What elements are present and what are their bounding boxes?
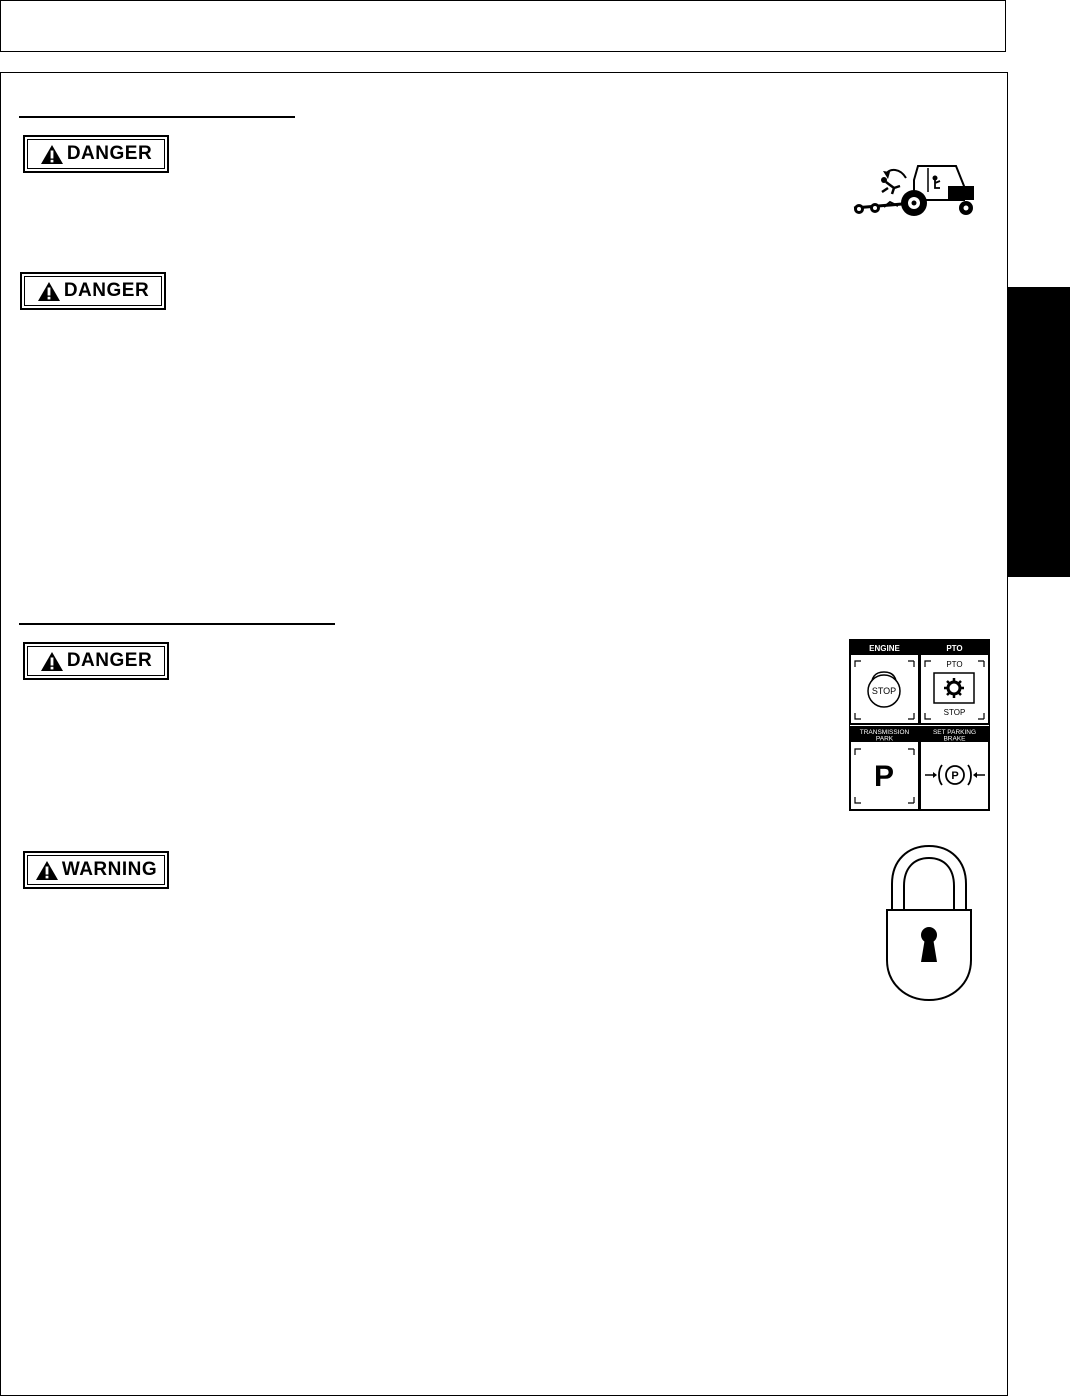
pto-header: PTO: [946, 644, 963, 653]
pto-top-label: PTO: [946, 660, 963, 669]
parking-brake-letter: P: [951, 770, 959, 782]
shutdown-controls-decal: [849, 639, 990, 811]
warning-triangle-icon: [35, 860, 59, 881]
warning-triangle-icon: [40, 144, 64, 165]
padlock-icon: [884, 842, 974, 1002]
engine-header: ENGINE: [869, 644, 900, 653]
danger-label-3: [23, 642, 169, 680]
warning-label-1-text: WARNING: [61, 859, 158, 880]
section-heading-rule-2: [19, 623, 335, 625]
danger-label-2: [20, 272, 166, 310]
warning-triangle-icon: [40, 651, 64, 672]
pto-stop-label: STOP: [943, 708, 966, 717]
section-thumb-tab: [1008, 287, 1070, 577]
danger-label-3-text: DANGER: [66, 650, 153, 671]
danger-label-1-text: DANGER: [66, 143, 153, 164]
tractor-rollover-icon: [848, 160, 980, 220]
warning-label-1: [23, 851, 169, 889]
parking-header-line2: BRAKE: [943, 735, 966, 743]
engine-stop-label: STOP: [871, 686, 897, 696]
danger-label-1: [23, 135, 169, 173]
transmission-header-line2: PARK: [875, 735, 894, 743]
page-header-box: [0, 0, 1006, 52]
transmission-park-letter: P: [873, 760, 895, 793]
section-heading-rule-1: [19, 116, 295, 118]
warning-triangle-icon: [37, 281, 61, 302]
transmission-header-line1: TRANSMISSION: [859, 729, 910, 736]
danger-label-2-text: DANGER: [63, 280, 150, 301]
parking-header-line1: SET PARKING: [932, 729, 977, 736]
